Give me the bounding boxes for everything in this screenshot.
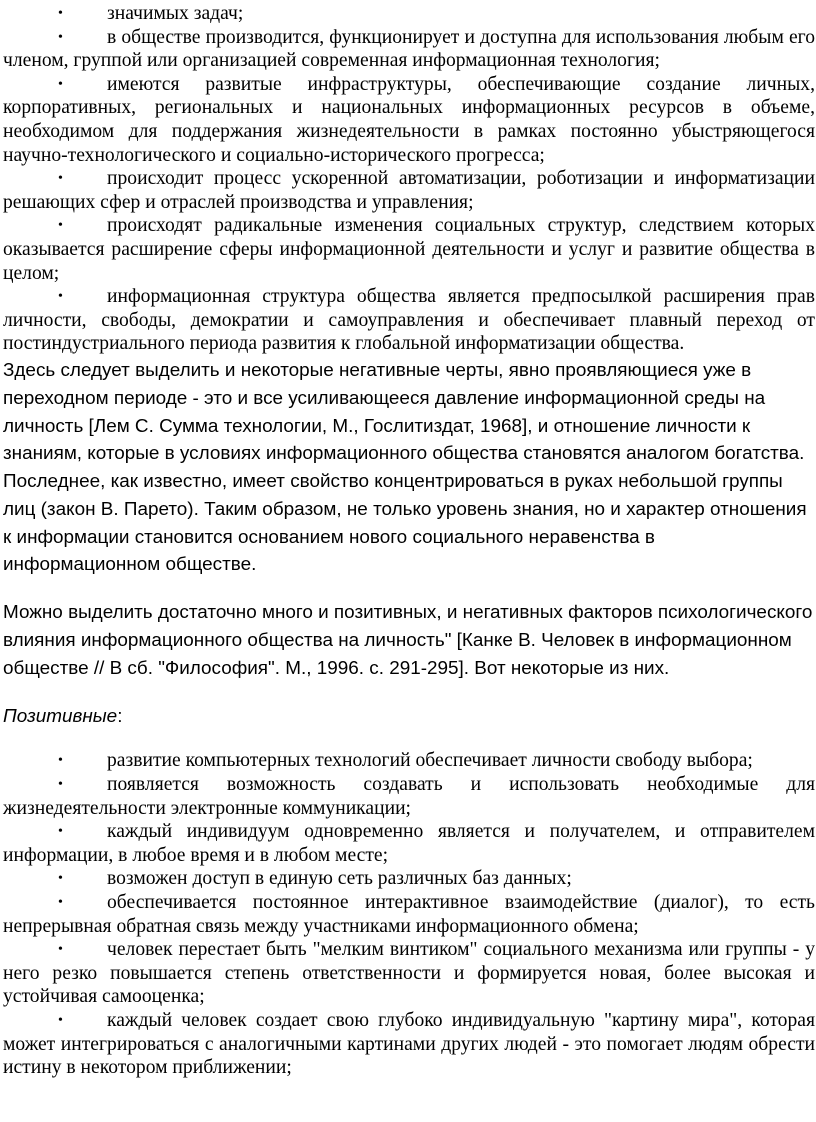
- list-item: • значимых задач;: [3, 2, 815, 26]
- bullet-list-positive: [3, 749, 815, 1079]
- list-item: • информационная структура общества является предпосылкой расширения прав личности, свободы, демократии и самоуправления и обеспечивает плавный переход от постиндустриального периода развития к глобальной информатизации общества.: [3, 285, 815, 356]
- positive-label: Позитивные: [3, 705, 118, 727]
- list-item: • развитие компьютерных технологий обеспечивает личности свободу выбора;: [3, 749, 815, 773]
- bullet-list-characteristics: [3, 2, 815, 356]
- list-item: • человек перестает быть "мелким винтиком" социального механизма или группы - у него резко повышается степень ответственности и формируется новая, более высокая и устойчивая самооценка;: [3, 938, 815, 1009]
- paragraph-factors: Можно выделить достаточно много и позитивных, и негативных факторов психологического влияния информационного общества на личность" [Канке В. Человек в информационном обществе // В сб. "Философия". М., 1996. с. 291-295]. Вот некоторые из них.: [3, 602, 813, 679]
- list-item: • обеспечивается постоянное интерактивное взаимодействие (диалог), то есть непрерывная обратная связь между участниками информационного обмена;: [3, 891, 815, 938]
- positive-colon: :: [117, 705, 123, 727]
- paragraph-negative-traits: Здесь следует выделить и некоторые негативные черты, явно проявляющиеся уже в переходном периоде - это и все усиливающееся давление информационной среды на личность [Лем С. Сумма технологии, М., Гослитиздат, 1968], и отношение личности к знаниям, которые в условиях информационного общества становятся аналогом богатства. Последнее, как известно, имеет свойство концентрироваться в руках небольшой группы лиц (закон В. Парето). Таким образом, не только уровень знания, но и характер отношения к информации становится основанием нового социального неравенства в информационном обществе.: [3, 359, 807, 576]
- list-item: • происходят радикальные изменения социальных структур, следствием которых оказывается расширение сферы информационной деятельности и услуг и развитие общества в целом;: [3, 214, 815, 285]
- list-item: • возможен доступ в единую сеть различных баз данных;: [3, 867, 815, 891]
- list-item: • имеются развитые инфраструктуры, обеспечивающие создание личных, корпоративных, региональных и национальных информационных ресурсов в объеме, необходимом для поддержания жизнедеятельности в рамках постоянно убыстряющегося научно-технологического и социально-исторического прогресса;: [3, 73, 815, 167]
- list-item: • в обществе производится, функционирует и доступна для использования любым его членом, группой или организацией современная информационная технология;: [3, 26, 815, 73]
- list-item: • появляется возможность создавать и использовать необходимые для жизнедеятельности электронные коммуникации;: [3, 773, 815, 820]
- list-item: • каждый человек создает свою глубоко индивидуальную "картину мира", которая может интегрироваться с аналогичными картинами других людей - это помогает людям обрести истину в некотором приближении;: [3, 1009, 815, 1080]
- list-item: • каждый индивидуум одновременно является и получателем, и отправителем информации, в любое время и в любом месте;: [3, 820, 815, 867]
- positive-heading: [3, 703, 815, 731]
- list-item: • происходит процесс ускоренной автоматизации, роботизации и информатизации решающих сфер и отраслей производства и управления;: [3, 167, 815, 214]
- document-page: [3, 0, 815, 1080]
